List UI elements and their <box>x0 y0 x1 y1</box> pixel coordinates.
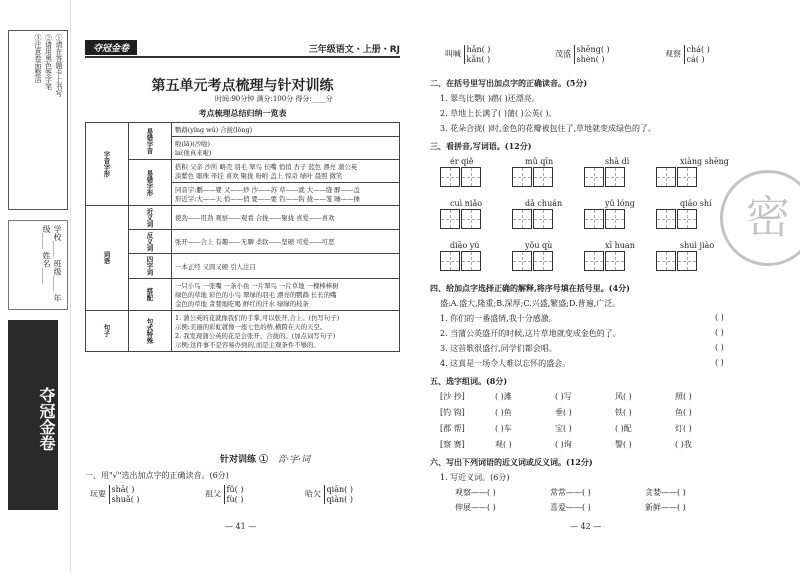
header-brand: 夺冠金卷 <box>85 40 137 55</box>
question-1: 一、用"√"选出加点字的正确读音。(6分) <box>85 471 229 480</box>
blank[interactable]: 观察——( ) <box>455 488 496 497</box>
question-6: 六、写出下列词语的近义词或反义词。(12分) <box>430 457 593 467</box>
top-item <box>555 45 610 64</box>
option-b[interactable]: fù( ) <box>226 494 244 504</box>
q2-item[interactable]: 3. 花朵合拢( )时,金色的花瓣被包住了,草地就变成绿色的了。 <box>440 124 657 133</box>
training-sub: 音·字·词 <box>277 455 311 465</box>
category-ci: 词语 <box>86 206 129 311</box>
blank[interactable]: ( )写 <box>555 392 572 401</box>
option-a[interactable]: fǔ( ) <box>226 485 244 494</box>
writing-cell[interactable] <box>533 167 553 187</box>
writing-cell[interactable] <box>584 251 604 271</box>
row-text <box>172 137 400 160</box>
exam-meta: 时间:90分钟 满分:100分 得分:____分 <box>215 95 333 103</box>
header-series: 三年级语文・上册・RJ <box>308 45 400 55</box>
training-title: 针对训练 ① <box>220 455 269 465</box>
sub-sizi: 四字词 <box>129 254 172 278</box>
row-text-a: 同音字:鹏——婴 又——炒 沙——苏 草——就 大——缝 醉——盖 <box>175 186 360 194</box>
pinyin-label: mǔ qīn <box>525 157 554 166</box>
q1-word: 玩要 <box>90 489 106 499</box>
q4-item: 2. 当蒲公英盛开的时候,这片草地就变成金色的了。 <box>440 329 621 338</box>
q1-word: 祖父 <box>205 489 221 499</box>
writing-cell[interactable] <box>533 251 553 271</box>
writing-cell[interactable] <box>440 167 460 187</box>
row-text: 一本正经 又圆又硬 引人注目 <box>172 254 400 278</box>
blank[interactable]: 灯( ) <box>675 424 692 433</box>
page-number-left: — 41 — <box>225 522 257 531</box>
writing-cell[interactable] <box>605 167 625 187</box>
sub-yicuo-yin: 易错字音 <box>129 123 172 160</box>
row-text-b: 淡紫色 眼珠 牵挂 喜欢 聚拢 吩咐 盖上 惊奇 绿叶 晨照 微笑 <box>175 172 343 180</box>
blank[interactable]: ( )车 <box>495 424 512 433</box>
writing-cell[interactable] <box>677 251 697 271</box>
blank[interactable]: ( )滩 <box>495 392 512 401</box>
writing-cell[interactable] <box>461 251 481 271</box>
q1-item <box>205 485 243 504</box>
writing-cell[interactable] <box>677 209 697 229</box>
category-yinxing: 字音字形 <box>86 123 129 206</box>
grid-row-1 <box>440 167 698 189</box>
notice-line: ①请在答题卡上书写 <box>55 34 63 97</box>
training-heading <box>220 452 380 465</box>
row-text: 张开——合上 有趣——无聊 柔软——坚硬 可爱——可恶 <box>172 230 400 254</box>
row-text <box>172 310 400 351</box>
writing-cell[interactable] <box>656 167 676 187</box>
writing-cell[interactable] <box>584 167 604 187</box>
answer-bracket[interactable]: ( ) <box>715 358 724 367</box>
q4-item: 3. 这首歌很盛行,同学们都会唱。 <box>440 344 557 353</box>
row-text <box>172 160 400 183</box>
grid-row-2 <box>440 209 698 231</box>
writing-cell[interactable] <box>512 251 532 271</box>
pinyin-label: shuì jiào <box>680 241 715 250</box>
row-text-a: 一只小鸟 一张嘴 一条小鱼 一片翠鸟 一片草地 一棵棒棒树 <box>175 281 339 290</box>
q2-item[interactable]: 1. 翠鸟比鹦( )鹉( )还漂亮。 <box>440 94 540 103</box>
q5-row <box>440 407 740 418</box>
answer-bracket[interactable]: ( ) <box>715 328 724 337</box>
row-text-b: 形近字:大——天 悄——俏 要——要 钓——钩 拢——笼 睡——捶 <box>175 195 360 203</box>
item-options <box>464 45 491 64</box>
category-juzi: 句子 <box>86 310 129 351</box>
row-text <box>172 278 400 310</box>
row-text-c: 金色的草地 贪婪地吃喝 鲜红的汗水 绿绿的枝条 <box>175 299 309 308</box>
option-a[interactable]: shā( ) <box>111 485 135 494</box>
writing-cell[interactable] <box>440 209 460 229</box>
option-b[interactable]: qiàn( ) <box>326 494 353 504</box>
notice-box <box>8 30 68 210</box>
q1-options <box>109 485 140 504</box>
option-b[interactable]: shuǎ( ) <box>111 494 140 504</box>
writing-cell[interactable] <box>605 209 625 229</box>
writing-cell[interactable] <box>656 209 676 229</box>
option-a[interactable]: chá( ) <box>686 45 710 54</box>
sub-jinyi: 近义词 <box>129 206 172 230</box>
q1-item <box>90 485 140 504</box>
sub-yicuo-xing: 易错字形 <box>129 160 172 206</box>
char-pair: [察 赛] <box>440 440 465 449</box>
row-text-b: 绿色的草地 彩色的小鸟 翠绿的羽毛 漂亮的鹦鹉 长长的嘴 <box>175 290 337 299</box>
top-item <box>665 45 710 64</box>
pinyin-label: xī huan <box>605 241 635 250</box>
blank[interactable]: 贪婪——( ) <box>645 488 686 497</box>
row-text-a: 搭积 父亲 沙所 略壳 羽毛 翠鸟 长嘴 悄悄 杏子 蓝色 漂亮 蒲公英 <box>175 163 358 171</box>
confidential-stamp: 密 <box>720 170 800 266</box>
row-text: 鹦鹉(yīng wǔ) 合拢(lǒng) <box>172 123 400 137</box>
name-label: 姓名 <box>42 251 51 268</box>
pinyin-label: ér qiě <box>450 157 474 166</box>
row-text-a: 啦(lā)(沙啦) <box>175 140 210 148</box>
row-text-d: 示例:这件事不是容易办到的,而是主观条件不够的。 <box>175 340 320 349</box>
overview-table <box>85 122 400 352</box>
blank[interactable]: 伸展——( ) <box>455 503 496 512</box>
blank[interactable]: 喜爱——( ) <box>550 503 591 512</box>
top-item <box>445 45 490 64</box>
left-header <box>85 40 400 58</box>
blank[interactable]: 鱼( ) <box>675 408 692 417</box>
blank[interactable]: 常常——( ) <box>550 488 591 497</box>
option-a[interactable]: qiān( ) <box>326 485 353 494</box>
q1-options <box>224 485 244 504</box>
sub-fanyi: 反义词 <box>129 230 172 254</box>
blank[interactable]: 垂( ) <box>555 408 572 417</box>
q5-row <box>440 439 740 450</box>
writing-cell[interactable] <box>677 167 697 187</box>
q4-definition: 盛:A.盛大,隆重;B.深厚;C.兴盛,繁盛;D.普遍,广泛。 <box>440 299 621 308</box>
writing-cell[interactable] <box>461 167 481 187</box>
answer-bracket[interactable]: ( ) <box>715 343 724 352</box>
blank[interactable]: ( )配 <box>615 424 632 433</box>
writing-cell[interactable] <box>656 251 676 271</box>
q1-word: 哈欠 <box>305 489 321 499</box>
notice-line: ③注意卷面整洁 <box>34 34 42 83</box>
q6-row <box>455 502 735 513</box>
item-options <box>574 45 610 64</box>
class-label: 班级 <box>53 259 62 276</box>
row-text: 使劲——用劲 观察——观看 合拢——聚拢 喜爱——喜欢 <box>172 206 400 230</box>
writing-cell[interactable] <box>533 209 553 229</box>
blank[interactable]: 照( ) <box>675 392 692 401</box>
answer-bracket[interactable]: ( ) <box>715 313 724 322</box>
blank[interactable]: ( )我 <box>675 440 692 449</box>
question-3: 三、看拼音,写词语。(12分) <box>430 141 532 151</box>
blank[interactable]: 宝( ) <box>555 424 572 433</box>
student-info-box: 学校____ 班级____ 年级____ 姓名____ <box>8 220 68 310</box>
page-title: 第五单元考点梳理与针对训练 <box>151 78 334 94</box>
school-label: 学校 <box>53 225 62 241</box>
pinyin-label: yǔ lóng <box>605 199 635 208</box>
grade-label: 年级 <box>42 225 62 303</box>
blank[interactable]: 风( ) <box>615 392 632 401</box>
option-b[interactable]: kǎn( ) <box>466 54 491 64</box>
q5-row <box>440 391 740 402</box>
char-pair: [郡 帮] <box>440 424 465 433</box>
sub-juxing: 句式特殊 <box>129 310 172 351</box>
option-a[interactable]: shēng( ) <box>576 45 610 54</box>
writing-cell[interactable] <box>440 251 460 271</box>
writing-cell[interactable] <box>584 209 604 229</box>
overview-title: 考点梳理总结归纳一览表 <box>198 108 287 118</box>
pinyin-row-3 <box>450 241 714 250</box>
sidebar-brand-logo: 夺冠金卷 <box>8 320 58 510</box>
option-b[interactable]: shèn( ) <box>576 54 605 64</box>
row-text-b: 示例:美丽的彩虹就像一座七色的桥,横跨在天的天空。 <box>175 322 327 331</box>
pinyin-row-2 <box>450 199 712 208</box>
page-number-right: — 42 — <box>570 522 602 531</box>
option-b[interactable]: cá( ) <box>686 54 705 64</box>
blank[interactable]: 警( ) <box>615 440 632 449</box>
writing-cell[interactable] <box>461 209 481 229</box>
blank[interactable]: 观( ) <box>495 440 512 449</box>
blank[interactable]: 铁( ) <box>615 408 632 417</box>
q5-row <box>440 423 740 434</box>
writing-cell[interactable] <box>512 167 532 187</box>
question-4: 四、给加点字选择正确的解释,将序号填在括号里。(4分) <box>430 283 630 293</box>
q6-sub: 1. 写近义词。(6分) <box>440 473 510 482</box>
grid-row-3 <box>440 251 698 273</box>
pinyin-label: yǒu qù <box>525 241 553 250</box>
pinyin-label: cuì niǎo <box>450 199 483 208</box>
q1-item <box>305 485 353 504</box>
item-word: 茂盛 <box>555 49 571 59</box>
q6-row <box>455 487 735 498</box>
q2-item[interactable]: 2. 草地上长满了( )蒲( )公英( )。 <box>440 109 557 118</box>
pinyin-label: dǎ chuán <box>525 199 563 208</box>
sub-dapei: 搭配 <box>129 278 172 310</box>
char-pair: [钓 钩] <box>440 408 465 417</box>
char-pair: [沙 抄] <box>440 392 465 401</box>
blank[interactable]: ( )鱼 <box>495 408 512 417</box>
writing-cell[interactable] <box>512 209 532 229</box>
question-5: 五、选字组词。(8分) <box>430 376 508 386</box>
q4-item: 4. 这真是一场令人难以忘怀的盛会。 <box>440 359 571 368</box>
blank[interactable]: ( )询 <box>555 440 572 449</box>
pinyin-label: diāo yú <box>450 241 480 250</box>
pinyin-label: qiáo shí <box>680 199 712 208</box>
q1-options <box>324 485 353 504</box>
row-text <box>172 183 400 206</box>
pinyin-label: xiàng shēng <box>680 157 729 166</box>
item-word: 叫喊 <box>445 49 461 59</box>
row-text-c: 2. 我发现蒲公英的花是会张开、合拢的。(加点词写句子) <box>175 331 336 340</box>
row-text-b: la(他真来啦) <box>175 149 212 157</box>
pinyin-label: shā dì <box>605 157 630 166</box>
item-word: 观察 <box>665 49 681 59</box>
writing-cell[interactable] <box>605 251 625 271</box>
notice-line: ②请用黑色签字笔 <box>44 34 53 90</box>
question-2: 二、在括号里写出加点字的正确读音。(5分) <box>430 78 588 88</box>
item-options <box>684 45 710 64</box>
q4-item: 1. 你们的一番盛情,我十分感激。 <box>440 314 557 323</box>
pinyin-row-1 <box>450 157 729 166</box>
blank[interactable]: 新鲜——( ) <box>645 503 686 512</box>
option-a[interactable]: hǎn( ) <box>466 45 491 54</box>
row-text-a: 1. 蒲公英的花就像我们的手掌,可以张开,合上。(仿写句子) <box>175 313 340 322</box>
